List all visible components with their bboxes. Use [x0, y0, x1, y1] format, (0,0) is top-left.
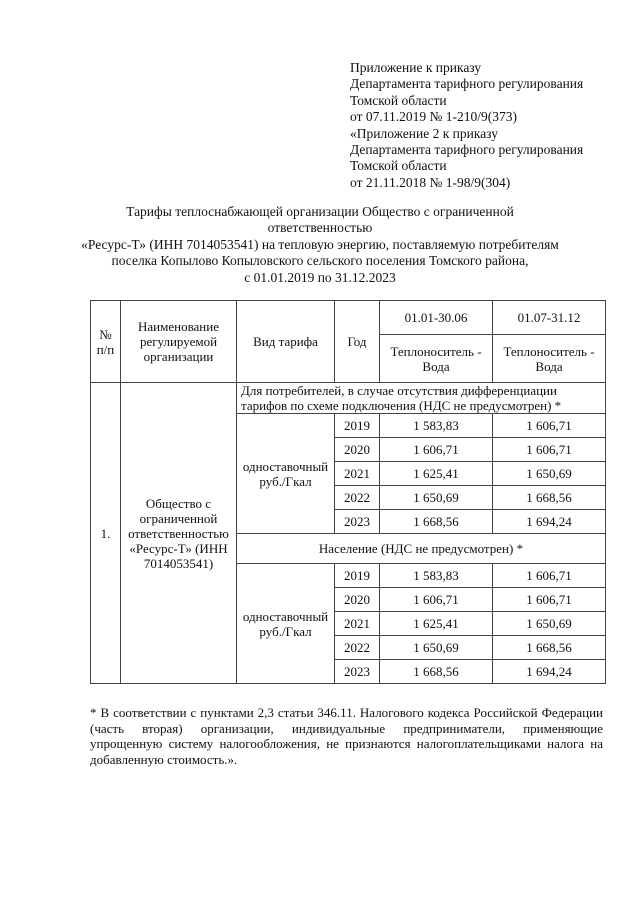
tariff-value: 1 668,56 — [380, 510, 493, 534]
preamble-line: «Приложение 2 к приказу — [350, 125, 498, 141]
year-cell: 2020 — [335, 588, 380, 612]
year-cell: 2021 — [335, 612, 380, 636]
year-cell: 2021 — [335, 462, 380, 486]
header-period-second-half: 01.07-31.12 — [493, 301, 606, 335]
tariff-value: 1 625,41 — [380, 612, 493, 636]
tariff-value: 1 606,71 — [493, 588, 606, 612]
header-carrier-second-half: Теплоноситель - Вода — [493, 335, 606, 383]
section-title-row — [91, 383, 606, 414]
header-organization: Наименование регулируемой организации — [121, 301, 237, 383]
year-cell: 2019 — [335, 564, 380, 588]
tariff-value: 1 583,83 — [380, 414, 493, 438]
section-title: Для потребителей, в случае отсутствия дифференциации тарифов по схеме подключения (НДС не предусмотрен) * — [237, 383, 606, 414]
tariff-value: 1 606,71 — [493, 414, 606, 438]
tariff-value: 1 650,69 — [493, 462, 606, 486]
tariff-value: 1 606,71 — [493, 438, 606, 462]
tariff-value: 1 625,41 — [380, 462, 493, 486]
tariff-value: 1 668,56 — [493, 486, 606, 510]
tariff-value: 1 650,69 — [493, 612, 606, 636]
preamble-line: Томской области — [350, 92, 447, 108]
vat-footnote: * В соответствии с пунктами 2,3 статьи 346.11. Налогового кодекса Российской Федерации (часть вторая) организации, индивидуальные предприниматели, применяющие упрощенную систему налогообложения, не признаются налогоплательщиками налога на добавленную стоимость.». — [90, 705, 603, 767]
year-cell: 2023 — [335, 510, 380, 534]
tariff-table — [90, 300, 606, 684]
year-cell: 2022 — [335, 486, 380, 510]
title-line: с 01.01.2019 по 31.12.2023 — [244, 269, 396, 285]
tariff-type: одноставочный руб./Гкал — [237, 414, 335, 534]
year-cell: 2022 — [335, 636, 380, 660]
organization-name: Общество с ограниченной ответственностью «Ресурс-Т» (ИНН 7014053541) — [121, 383, 237, 684]
tariff-value: 1 650,69 — [380, 636, 493, 660]
tariff-value: 1 606,71 — [380, 588, 493, 612]
section-title: Население (НДС не предусмотрен) * — [237, 534, 606, 564]
tariff-value: 1 694,24 — [493, 660, 606, 684]
preamble-line: Томской области — [350, 158, 447, 174]
table-header-row — [91, 301, 606, 335]
preamble-line: от 07.11.2019 № 1-210/9(373) — [350, 109, 517, 125]
year-cell: 2019 — [335, 414, 380, 438]
tariff-type: одноставочный руб./Гкал — [237, 564, 335, 684]
tariff-value: 1 583,83 — [380, 564, 493, 588]
header-number: № п/п — [91, 301, 121, 383]
document-title — [80, 204, 560, 286]
header-tariff-type: Вид тарифа — [237, 301, 335, 383]
header-period-first-half: 01.01-30.06 — [380, 301, 493, 335]
tariff-value: 1 606,71 — [493, 564, 606, 588]
title-line: поселка Копылово Копыловского сельского поселения Томского района, — [111, 253, 529, 269]
row-number: 1. — [91, 383, 121, 684]
preamble-line: Департамента тарифного регулирования — [350, 76, 584, 92]
preamble-line: Департамента тарифного регулирования — [350, 142, 584, 158]
year-cell: 2023 — [335, 660, 380, 684]
preamble-line: от 21.11.2018 № 1-98/9(304) — [350, 174, 511, 190]
year-cell: 2020 — [335, 438, 380, 462]
title-line: Тарифы теплоснабжающей организации Общество с ограниченной ответственностью — [126, 204, 514, 236]
tariff-value: 1 668,56 — [380, 660, 493, 684]
tariff-value: 1 606,71 — [380, 438, 493, 462]
title-line: «Ресурс-Т» (ИНН 7014053541) на тепловую энергию, поставляемую потребителям — [81, 236, 559, 252]
tariff-value: 1 650,69 — [380, 486, 493, 510]
header-carrier-first-half: Теплоноситель - Вода — [380, 335, 493, 383]
tariff-value: 1 694,24 — [493, 510, 606, 534]
order-appendix-reference — [350, 60, 630, 191]
header-year: Год — [335, 301, 380, 383]
tariff-value: 1 668,56 — [493, 636, 606, 660]
preamble-line: Приложение к приказу — [350, 60, 482, 75]
